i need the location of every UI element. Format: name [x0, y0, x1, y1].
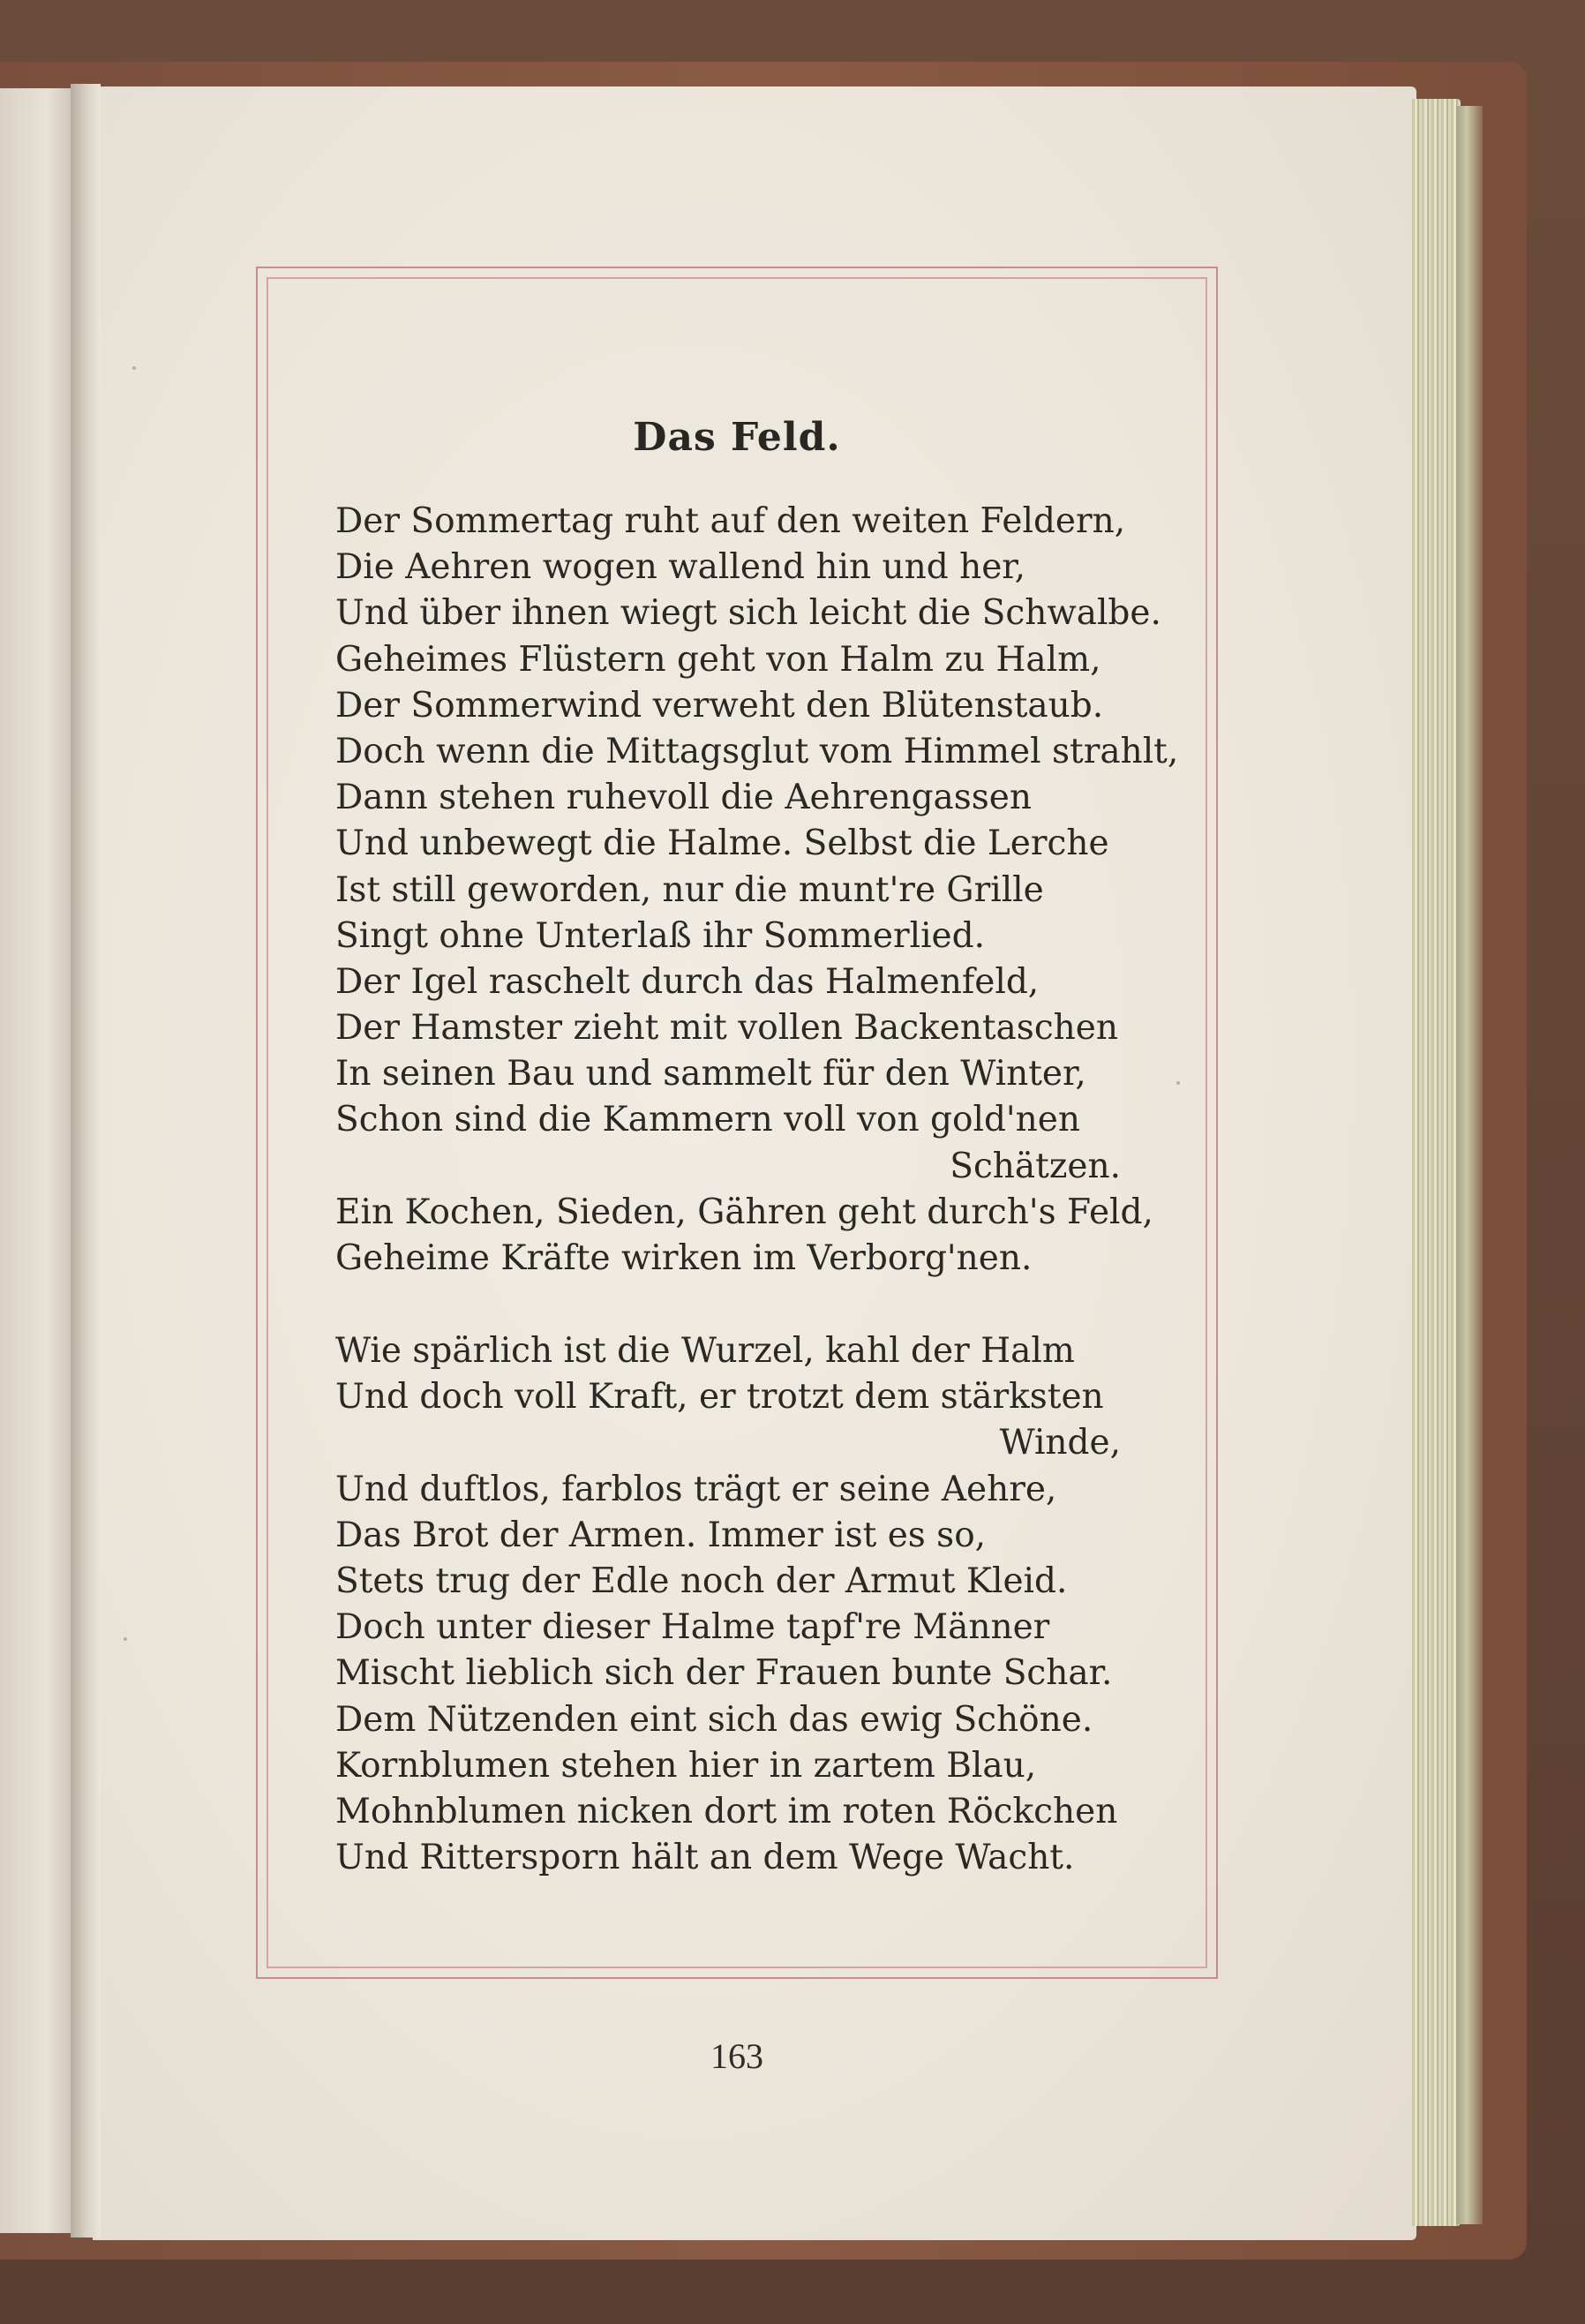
poem-line: Dem Nützenden eint sich das ewig Schöne. [335, 1699, 1093, 1740]
poem-line: Schon sind die Kammern voll von gold'nen [335, 1100, 1080, 1140]
poem-line: Dann stehen ruhevoll die Aehrengassen [335, 778, 1033, 818]
book-gutter [71, 84, 101, 2238]
poem-line: Der Hamster zieht mit vollen Backentaschen [335, 1008, 1118, 1049]
poem-line: Und doch voll Kraft, er trotzt dem stärksten [335, 1377, 1104, 1418]
poem-line: Und unbewegt die Halme. Selbst die Lerche [335, 824, 1109, 864]
poem-line-continuation: Schätzen. [950, 1146, 1121, 1186]
stanza-2 [335, 1328, 1130, 1881]
poem-title: Das Feld. [633, 415, 841, 460]
poem-line: Ein Kochen, Sieden, Gähren geht durch's Feld, [335, 1192, 1153, 1232]
page-stack-shadow [1456, 106, 1483, 2224]
poem-line: Das Brot der Armen. Immer ist es so, [335, 1515, 987, 1555]
poem-line: Die Aehren wogen wallend hin und her, [335, 547, 1026, 588]
poem-line: Doch wenn die Mittagsglut vom Himmel strahlt, [335, 731, 1179, 771]
paper-speck [132, 366, 136, 370]
poem-line: Mischt lieblich sich der Frauen bunte Schar. [335, 1653, 1113, 1694]
poem-line: Und duftlos, farblos trägt er seine Aehre, [335, 1469, 1057, 1509]
poem-line: Kornblumen stehen hier in zartem Blau, [335, 1745, 1037, 1786]
poem-line: Doch unter dieser Halme tapf're Männer [335, 1607, 1050, 1648]
stanza-1 [335, 499, 1179, 1282]
poem-line: Singt ohne Unterlaß ihr Sommerlied. [335, 915, 985, 956]
poem-line: Wie spärlich ist die Wurzel, kahl der Halm [335, 1331, 1075, 1371]
poem-line: Und über ihnen wiegt sich leicht die Schwalbe. [335, 593, 1161, 634]
poem-line: Ist still geworden, nur die munt're Grille [335, 869, 1044, 910]
poem-line: Stets trug der Edle noch der Armut Kleid. [335, 1561, 1068, 1601]
page-stack-edge [1412, 99, 1461, 2226]
poem-line: Und Rittersporn hält an dem Wege Wacht. [335, 1838, 1075, 1878]
poem-line: Der Sommertag ruht auf den weiten Feldern, [335, 501, 1126, 541]
poem-line: Geheime Kräfte wirken im Verborg'nen. [335, 1238, 1033, 1278]
poem-line: Geheimes Flüstern geht von Halm zu Halm, [335, 639, 1101, 680]
poem-line-continuation: Winde, [999, 1423, 1121, 1463]
page-number: 163 [710, 2036, 763, 2076]
poem-line: Mohnblumen nicken dort im roten Röckchen [335, 1791, 1118, 1831]
left-page-edge [0, 88, 78, 2233]
poem-line: Der Igel raschelt durch das Halmenfeld, [335, 961, 1040, 1002]
poem-line: Der Sommerwind verweht den Blütenstaub. [335, 685, 1104, 726]
paper-speck [124, 1637, 127, 1641]
poem-line: In seinen Bau und sammelt für den Winter, [335, 1054, 1086, 1094]
